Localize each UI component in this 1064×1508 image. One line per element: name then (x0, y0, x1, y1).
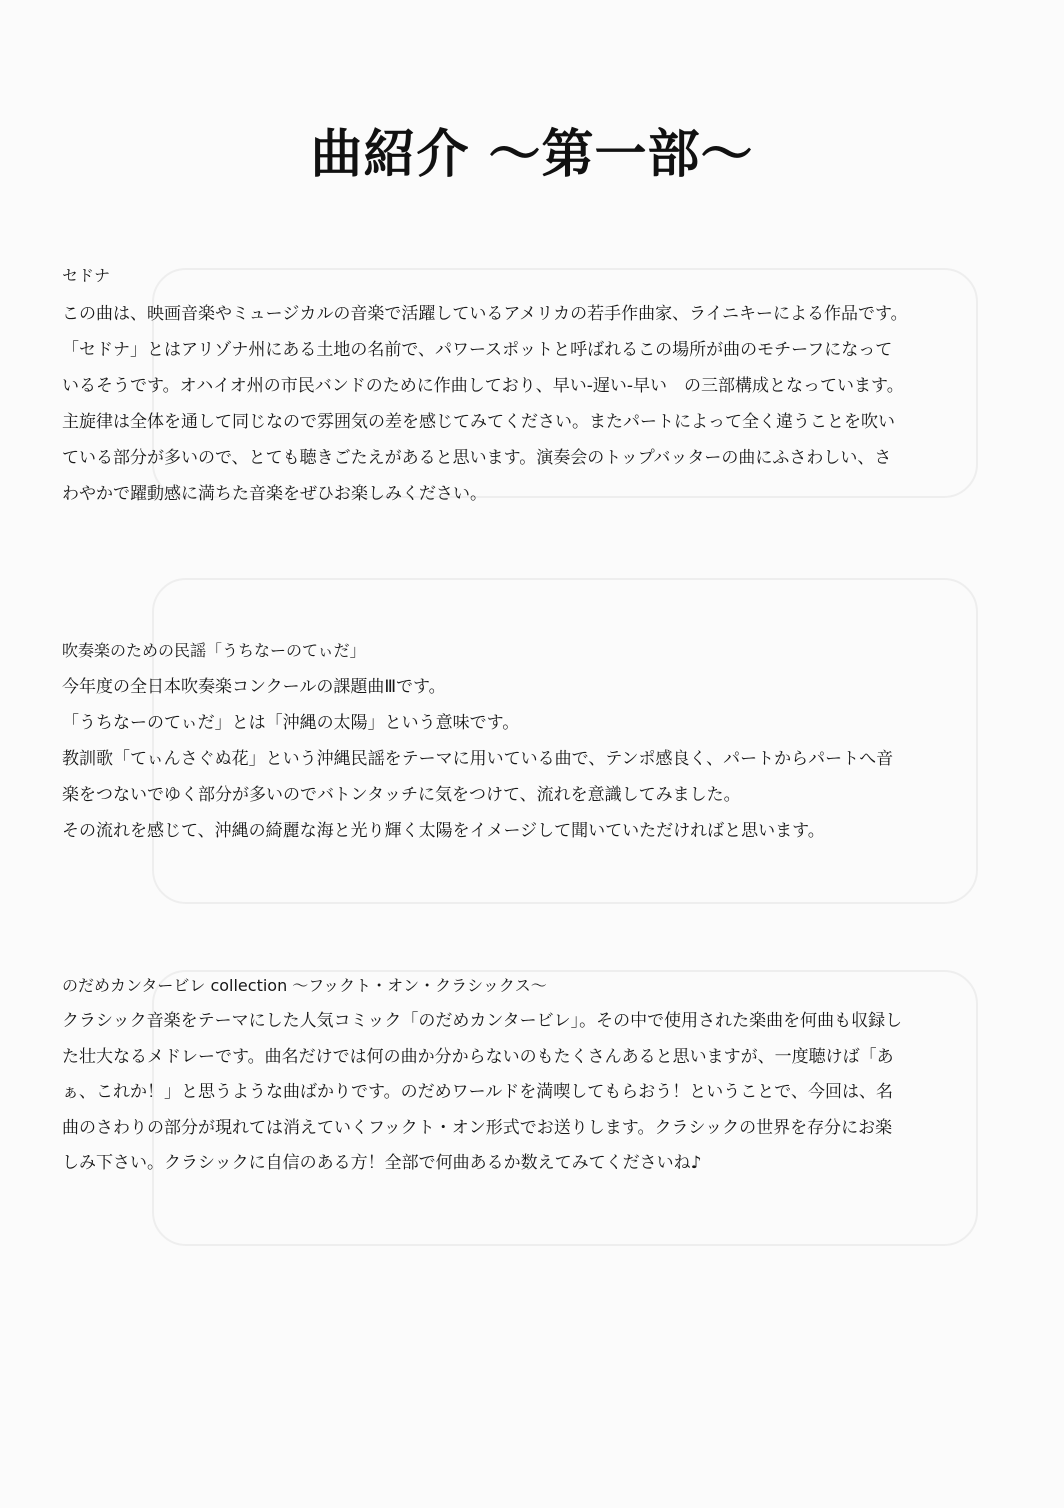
section-text-line: わやかで躍動感に満ちた音楽をぜひお楽しみください。 (62, 484, 487, 504)
section-text-line: 教訓歌「てぃんさぐぬ花」という沖縄民謡をテーマに用いている曲で、テンポ感良く、パートからパートへ音 (62, 749, 894, 769)
section-text-line: いるそうです。オハイオ州の市民バンドのために作曲しており、早い-遅い-早い の三部構成となっています。 (62, 376, 904, 396)
section-uchina-no-tida (62, 633, 1002, 849)
section-text-line: ぁ、これか！」と思うような曲ばかりです。のだめワールドを満喫してもらおう！ということで、今回は、名 (62, 1082, 893, 1102)
section-text-line: しみ下さい。クラシックに自信のある方！全部で何曲あるか数えてみてくださいね♪ (62, 1153, 702, 1173)
section-text-line: 楽をつないでゆく部分が多いのでバトンタッチに気をつけて、流れを意識してみました。 (62, 785, 741, 805)
section-title: 吹奏楽のための民謡「うちなーのてぃだ」 (62, 641, 366, 660)
page-title: 曲紹介 ～第一部～ (310, 125, 754, 185)
section-text-line: 主旋律は全体を通して同じなので雰囲気の差を感じてみてください。またパートによって全く違うことを吹い (62, 412, 895, 432)
section-title: のだめカンタービレ collection ～フックト・オン・クラシックス～ (62, 976, 547, 995)
section-nodame-cantabile (62, 968, 1002, 1182)
section-title: セドナ (62, 266, 111, 285)
section-sedona (62, 258, 1002, 512)
section-text-line: た壮大なるメドレーです。曲名だけでは何の曲か分からないのもたくさんあると思いますが、一度聴けば「あ (62, 1046, 894, 1067)
section-text-line: ている部分が多いので、とても聴きごたえがあると思います。演奏会のトップバッターの曲にふさわしい、さ (62, 448, 892, 468)
section-text-line: その流れを感じて、沖縄の綺麗な海と光り輝く太陽をイメージして聞いていただければと思います。 (62, 821, 825, 841)
section-text-line: この曲は、映画音楽やミュージカルの音楽で活躍しているアメリカの若手作曲家、ライニキーによる作品です。 (62, 304, 908, 324)
section-text-line: 今年度の全日本吹奏楽コンクールの課題曲Ⅲです。 (62, 677, 446, 697)
section-text-line: 曲のさわりの部分が現れては消えていくフックト・オン形式でお送りします。クラシックの世界を存分にお楽 (62, 1117, 893, 1138)
section-text-line: 「うちなーのてぃだ」とは「沖縄の太陽」という意味です。 (62, 713, 520, 733)
section-text-line: クラシック音楽をテーマにした人気コミック「のだめカンタービレ」。その中で使用された楽曲を何曲も収録し (62, 1011, 903, 1031)
section-text-line: 「セドナ」とはアリゾナ州にある土地の名前で、パワースポットと呼ばれるこの場所が曲のモチーフになって (62, 340, 893, 360)
